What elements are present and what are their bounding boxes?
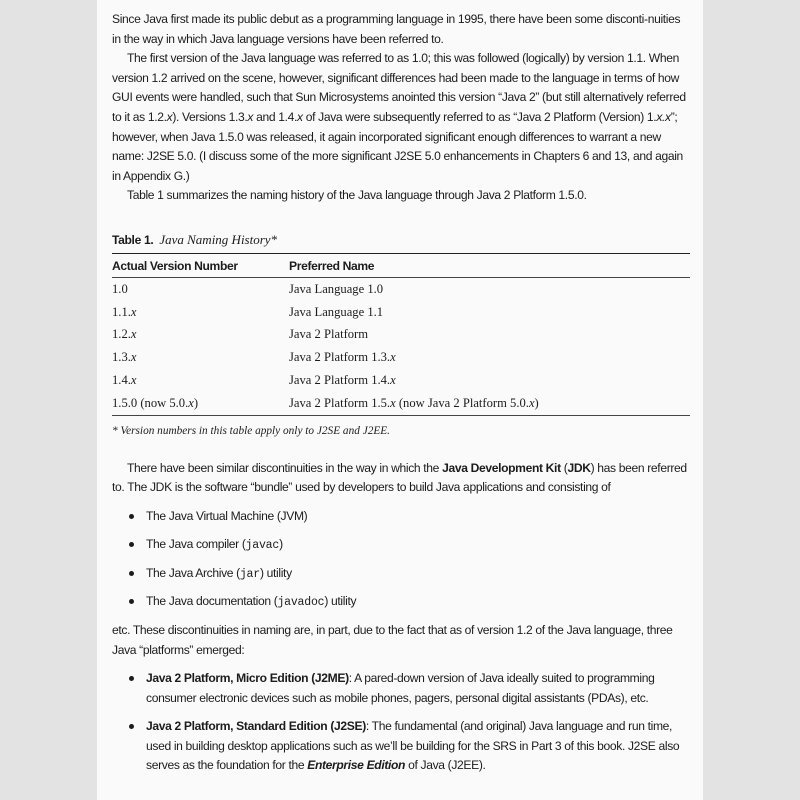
version-cell: 1.1.x xyxy=(112,304,137,319)
version-cell: 1.3.x xyxy=(112,350,137,365)
list-item: The Java documentation (javadoc) utility xyxy=(112,592,690,621)
name-cell: Java 2 Platform xyxy=(289,327,369,342)
name-cell: Java 2 Platform 1.3.x xyxy=(289,350,396,365)
table-row xyxy=(112,369,690,392)
list-item: Java 2 Platform, Standard Edition (J2SE): The fundamental (and original) Java language and run time, used in building desktop applications such as we’ll be building for the SRS in Part 3 of this book. J2SE also serves as the foundation for the Enterprise Edition of Java (J2EE). xyxy=(112,717,690,776)
bullet-icon xyxy=(129,571,134,576)
bullet-icon xyxy=(129,514,134,519)
intro-paragraph-1: Since Java first made its public debut as a programming language in 1995, there have been some disconti-nuities in the way in which Java language versions have been referred to. xyxy=(112,12,681,46)
name-cell: Java Language 1.1 xyxy=(289,304,384,319)
column-header-name: Preferred Name xyxy=(289,253,690,277)
version-cell: 1.5.0 (now 5.0.x) xyxy=(112,395,199,410)
intro-paragraph-2: The first version of the Java language was referred to as 1.0; this was followed (logically) by version 1.1. When version 1.2 arrived on the scene, however, significant differences had been made to the language in terms of how GUI events were handled, such that Sun Microsystems anointed this version “Java 2” (but still alternatively referred to it as 1.2.x). Versions 1.3.x and 1.4.x of Java were subsequently referred to as “Java 2 Platform (Version) 1.x.x”; however, when Java 1.5.0 was released, it again incorporated significant enough differences to warrant a new name: J2SE 5.0. (I discuss some of the more significant J2SE 5.0 enhancements in Chapters 6 and 13, and again in Appendix G.) xyxy=(112,51,686,183)
platforms-list xyxy=(112,669,690,776)
table-caption xyxy=(112,232,690,248)
list-item: The Java Archive (jar) utility xyxy=(112,564,690,593)
table-row xyxy=(112,392,690,415)
version-cell: 1.0 xyxy=(112,281,128,296)
name-cell: Java 2 Platform 1.4.x xyxy=(289,373,396,388)
intro-paragraph-3: Table 1 summarizes the naming history of the Java language through Java 2 Platform 1.5.0. xyxy=(127,188,587,203)
bullet-icon xyxy=(129,599,134,604)
bullet-icon xyxy=(129,676,134,681)
naming-table-block xyxy=(112,232,690,439)
jdk-paragraph: There have been similar discontinuities in the way in which the Java Development Kit (JDK) has been referred to. The JDK is the software “bundle” used by developers to build Java applications and consisting of xyxy=(112,460,687,495)
list-item: The Java compiler (javac) xyxy=(112,535,690,564)
name-cell: Java Language 1.0 xyxy=(289,281,384,296)
name-cell: Java 2 Platform 1.5.x (now Java 2 Platform 5.0.x) xyxy=(289,395,539,410)
document-page xyxy=(97,0,703,800)
table-footnote: * Version numbers in this table apply only to J2SE and J2EE. xyxy=(112,424,390,437)
list-item: The Java Virtual Machine (JVM) xyxy=(112,507,690,536)
table-label: Table 1. xyxy=(112,232,154,247)
list-item: Java 2 Platform, Micro Edition (J2ME): A pared-down version of Java ideally suited to programming consumer electronic devices such as mobile phones, pagers, personal digital assistants (PDAs), etc. xyxy=(112,669,690,708)
table-row xyxy=(112,324,690,347)
version-cell: 1.2.x xyxy=(112,327,137,342)
bullet-icon xyxy=(129,724,134,729)
column-header-version: Actual Version Number xyxy=(112,253,289,277)
version-cell: 1.4.x xyxy=(112,373,137,388)
table-header-row xyxy=(112,253,690,277)
table-title: Java Naming History* xyxy=(159,231,278,247)
table-row xyxy=(112,277,690,300)
table-row xyxy=(112,346,690,369)
bullet-icon xyxy=(129,542,134,547)
naming-history-table xyxy=(112,253,690,416)
table-row xyxy=(112,301,690,324)
platforms-intro-paragraph: etc. These discontinuities in naming are, in part, due to the fact that as of version 1.2 of the Java language, three Java “platforms” emerged: xyxy=(112,622,673,657)
page-content xyxy=(112,10,690,785)
jdk-components-list xyxy=(112,507,690,621)
